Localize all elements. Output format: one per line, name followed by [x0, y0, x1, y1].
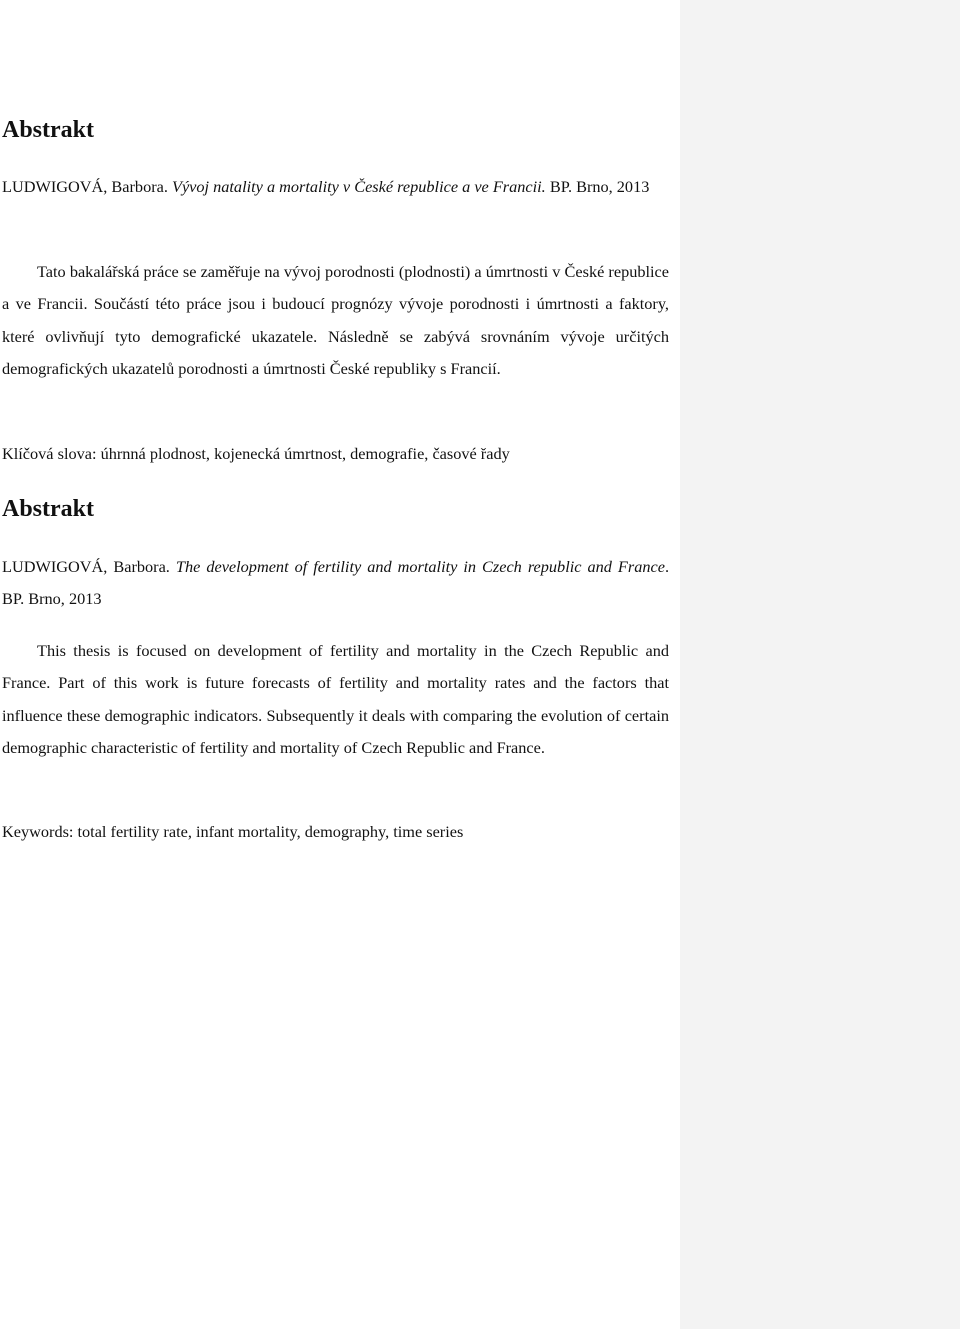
english-abstract-block — [2, 635, 669, 765]
english-citation — [2, 551, 669, 616]
english-citation-block — [2, 551, 669, 616]
english-keywords: Keywords: total fertility rate, infant mortality, demography, time series — [2, 822, 464, 841]
english-abstract-heading: Abstrakt — [2, 496, 95, 522]
comment-pane — [680, 0, 960, 1329]
czech-keywords-block — [2, 438, 669, 470]
czech-citation — [2, 171, 669, 203]
czech-citation-block — [2, 171, 669, 203]
czech-abstract-block — [2, 256, 669, 386]
english-abstract-text: This thesis is focused on development of fertility and mortality in the Czech Republic and France. Part of this work is future forecasts of fertility and mortality rates and the factors that influence these demographic indicators. Subsequently it deals with comparing the evolution of certain demographic characteristic of fertility and mortality of Czech Republic and France. — [2, 641, 669, 758]
english-citation-title: The development of fertility and mortality in Czech republic and France — [175, 557, 665, 576]
czech-citation-rest: BP. Brno, 2013 — [545, 177, 650, 196]
czech-keywords: Klíčová slova: úhrnná plodnost, kojenecká úmrtnost, demografie, časové řady — [2, 444, 510, 463]
czech-citation-author: LUDWIGOVÁ, Barbora. — [2, 177, 172, 196]
czech-abstract-heading: Abstrakt — [2, 117, 95, 143]
english-keywords-block — [2, 816, 669, 848]
english-citation-author: LUDWIGOVÁ, Barbora. — [2, 557, 176, 576]
english-citation-rest: . BP. Brno, 2013 — [2, 557, 670, 609]
czech-abstract-text: Tato bakalářská práce se zaměřuje na vývoj porodnosti (plodnosti) a úmrtnosti v České republice a ve Francii. Součástí této práce jsou i budoucí prognózy vývoje porodnosti i úmrtnosti a faktory, které ovlivňují tyto demografické ukazatele. Následně se zabývá srovnáním vývoje určitých demografických ukazatelů porodnosti a úmrtnosti České republiky s Francií. — [2, 262, 669, 379]
czech-citation-title: Vývoj natality a mortality v České republice a ve Francii. — [172, 177, 546, 196]
